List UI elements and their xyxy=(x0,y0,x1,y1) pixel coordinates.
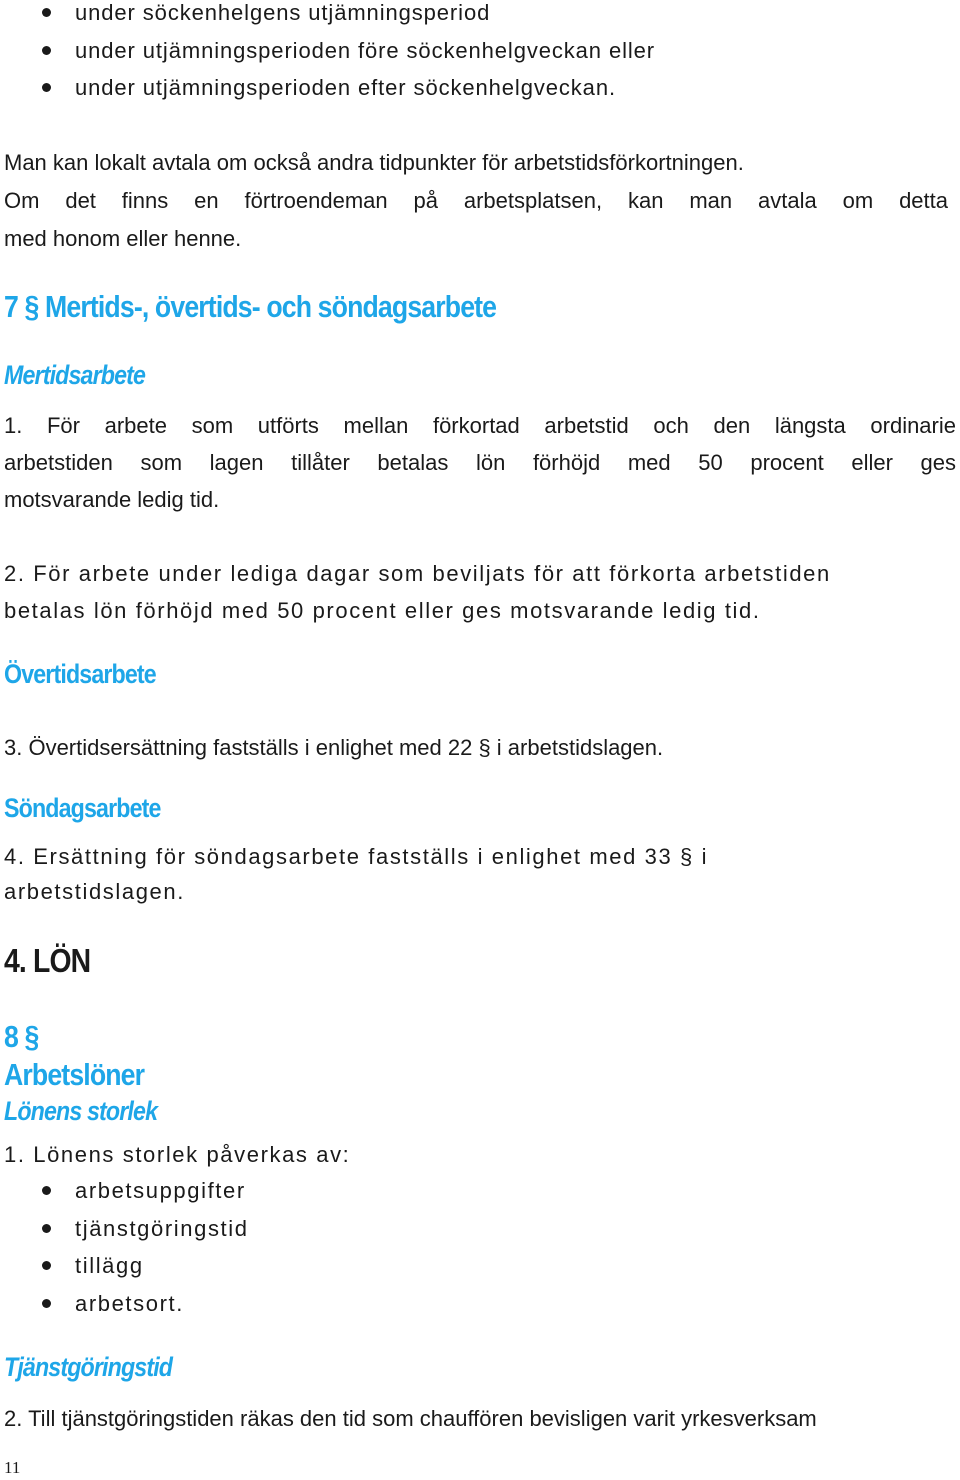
tjanst-heading: Tjänstgöringstid xyxy=(4,1352,173,1382)
bullet-list-lonens xyxy=(0,1172,249,1322)
intro-line-2: Om det finns en förtroendeman på arbetsplatsen, kan man avtala om detta xyxy=(4,188,948,213)
overtid-p3: 3. Övertidsersättning fastställs i enlighet med 22 § i arbetstidslagen. xyxy=(4,735,664,760)
intro-line-3: med honom eller henne. xyxy=(4,226,242,251)
bullet-icon xyxy=(42,1299,51,1308)
chapter-4-title: 4. LÖN xyxy=(4,942,91,979)
list-item: under utjämningsperioden före söckenhelgveckan eller xyxy=(0,32,655,70)
section-8-title: Arbetslöner xyxy=(4,1057,145,1092)
bullet-icon xyxy=(42,46,51,55)
bullet-icon xyxy=(42,83,51,92)
mertid-heading: Mertidsarbete xyxy=(4,360,146,390)
list-item: under söckenhelgens utjämningsperiod xyxy=(0,0,655,32)
lonens-intro: 1. Lönens storlek påverkas av: xyxy=(4,1142,351,1167)
mertid-p1-line-3: motsvarande ledig tid. xyxy=(4,487,220,512)
mertid-p2-line-1: 2. För arbete under lediga dagar som beviljats för att förkorta arbetstiden xyxy=(4,561,831,586)
sondag-heading: Söndagsarbete xyxy=(4,793,161,823)
list-item: arbetsuppgifter xyxy=(0,1172,249,1210)
mertid-p1-line-2: arbetstiden som lagen tillåter betalas lön förhöjd med 50 procent eller ges xyxy=(4,450,956,475)
list-item: tillägg xyxy=(0,1247,249,1285)
sondag-p4-line-1: 4. Ersättning för söndagsarbete fastställs i enlighet med 33 § i xyxy=(4,844,709,869)
bullet-icon xyxy=(42,1261,51,1270)
section-7-title: 7 § Mertids-, övertids- och söndagsarbete xyxy=(4,289,497,324)
section-8-number: 8 § xyxy=(4,1019,39,1054)
lonens-heading: Lönens storlek xyxy=(4,1096,158,1126)
bullet-icon xyxy=(42,1186,51,1195)
bullet-icon xyxy=(42,8,51,17)
tjanst-p2: 2. Till tjänstgöringstiden räkas den tid som chauffören bevisligen varit yrkesverksam xyxy=(4,1406,817,1431)
list-item: arbetsort. xyxy=(0,1285,249,1323)
bullet-list-top xyxy=(0,0,655,107)
page-number: 11 xyxy=(4,1458,21,1477)
mertid-p1-line-1: 1. För arbete som utförts mellan förkortad arbetstid och den längsta ordinarie xyxy=(4,413,956,438)
overtid-heading: Övertidsarbete xyxy=(4,659,156,689)
intro-line-1: Man kan lokalt avtala om också andra tidpunkter för arbetstidsförkortningen. xyxy=(4,150,744,175)
list-item: tjänstgöringstid xyxy=(0,1210,249,1248)
bullet-icon xyxy=(42,1224,51,1233)
list-item: under utjämningsperioden efter söckenhelgveckan. xyxy=(0,69,655,107)
sondag-p4-line-2: arbetstidslagen. xyxy=(4,879,185,904)
mertid-p2-line-2: betalas lön förhöjd med 50 procent eller ges motsvarande ledig tid. xyxy=(4,598,761,623)
